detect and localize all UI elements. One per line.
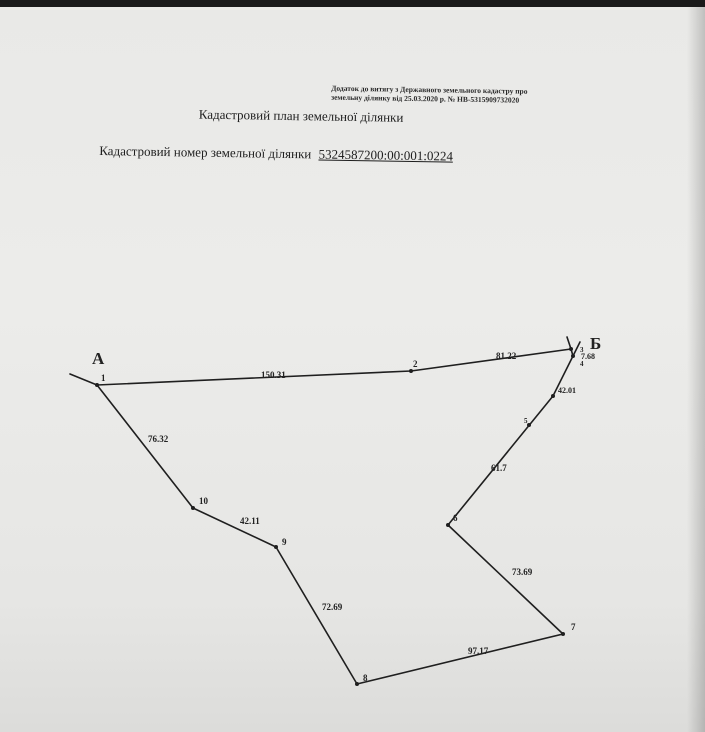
vertex-marker — [527, 423, 531, 427]
vertex-marker — [446, 523, 450, 527]
segment-length-8-9: 72.69 — [322, 602, 343, 612]
appendix-line-2: земельну ділянку від 25.03.2020 р. № НВ-5315909732020 — [331, 92, 520, 105]
vertex-marker — [561, 632, 565, 636]
vertex-label-5: 5 — [524, 417, 528, 425]
vertex-marker — [274, 545, 278, 549]
segment-length-2-3: 81.22 — [496, 351, 517, 361]
vertex-label-4: 4 — [580, 360, 584, 368]
segment-length-9-10: 42.11 — [240, 516, 260, 526]
segment-length-1-2: 150.31 — [261, 370, 286, 380]
segment-length-6-7: 73.69 — [512, 567, 533, 577]
corner-label-a: А — [92, 349, 105, 368]
segment-length-7-8: 97.17 — [468, 646, 489, 656]
boundary-extension-b2 — [573, 342, 580, 356]
vertex-label-10: 10 — [199, 496, 208, 506]
segment-length-5-6: 61.7 — [491, 463, 507, 473]
vertex-marker — [569, 347, 573, 351]
vertex-label-2: 2 — [413, 359, 418, 369]
vertex-marker — [551, 394, 555, 398]
vertex-label-6: 6 — [453, 513, 458, 523]
vertex-label-8: 8 — [363, 673, 368, 683]
segment-length-10-1: 76.32 — [148, 434, 169, 444]
segment-length-4-5: 42.01 — [558, 386, 576, 395]
vertex-marker — [409, 369, 413, 373]
parcel-boundary — [97, 349, 573, 684]
vertex-marker — [191, 506, 195, 510]
cadastral-number-value: 5324587200:00:001:0224 — [318, 146, 454, 164]
plan-title: Кадастровий план земельної ділянки — [198, 106, 404, 125]
vertex-marker — [355, 682, 359, 686]
photo-shadow-edge — [687, 7, 705, 732]
vertex-marker — [95, 383, 99, 387]
corner-label-b: Б — [590, 334, 602, 353]
vertex-label-7: 7 — [571, 622, 576, 632]
vertex-label-1: 1 — [101, 373, 106, 383]
segment-length-3-4: 7.68 — [581, 352, 595, 361]
appendix-line-1: Додаток до витягу з Державного земельного кадастру про — [331, 83, 528, 96]
vertex-label-3: 3 — [580, 346, 584, 354]
vertex-label-9: 9 — [282, 537, 287, 547]
cadastral-number-label: Кадастровий номер земельної ділянки — [99, 143, 312, 162]
vertex-marker — [571, 354, 575, 358]
boundary-extension-a — [70, 374, 97, 385]
